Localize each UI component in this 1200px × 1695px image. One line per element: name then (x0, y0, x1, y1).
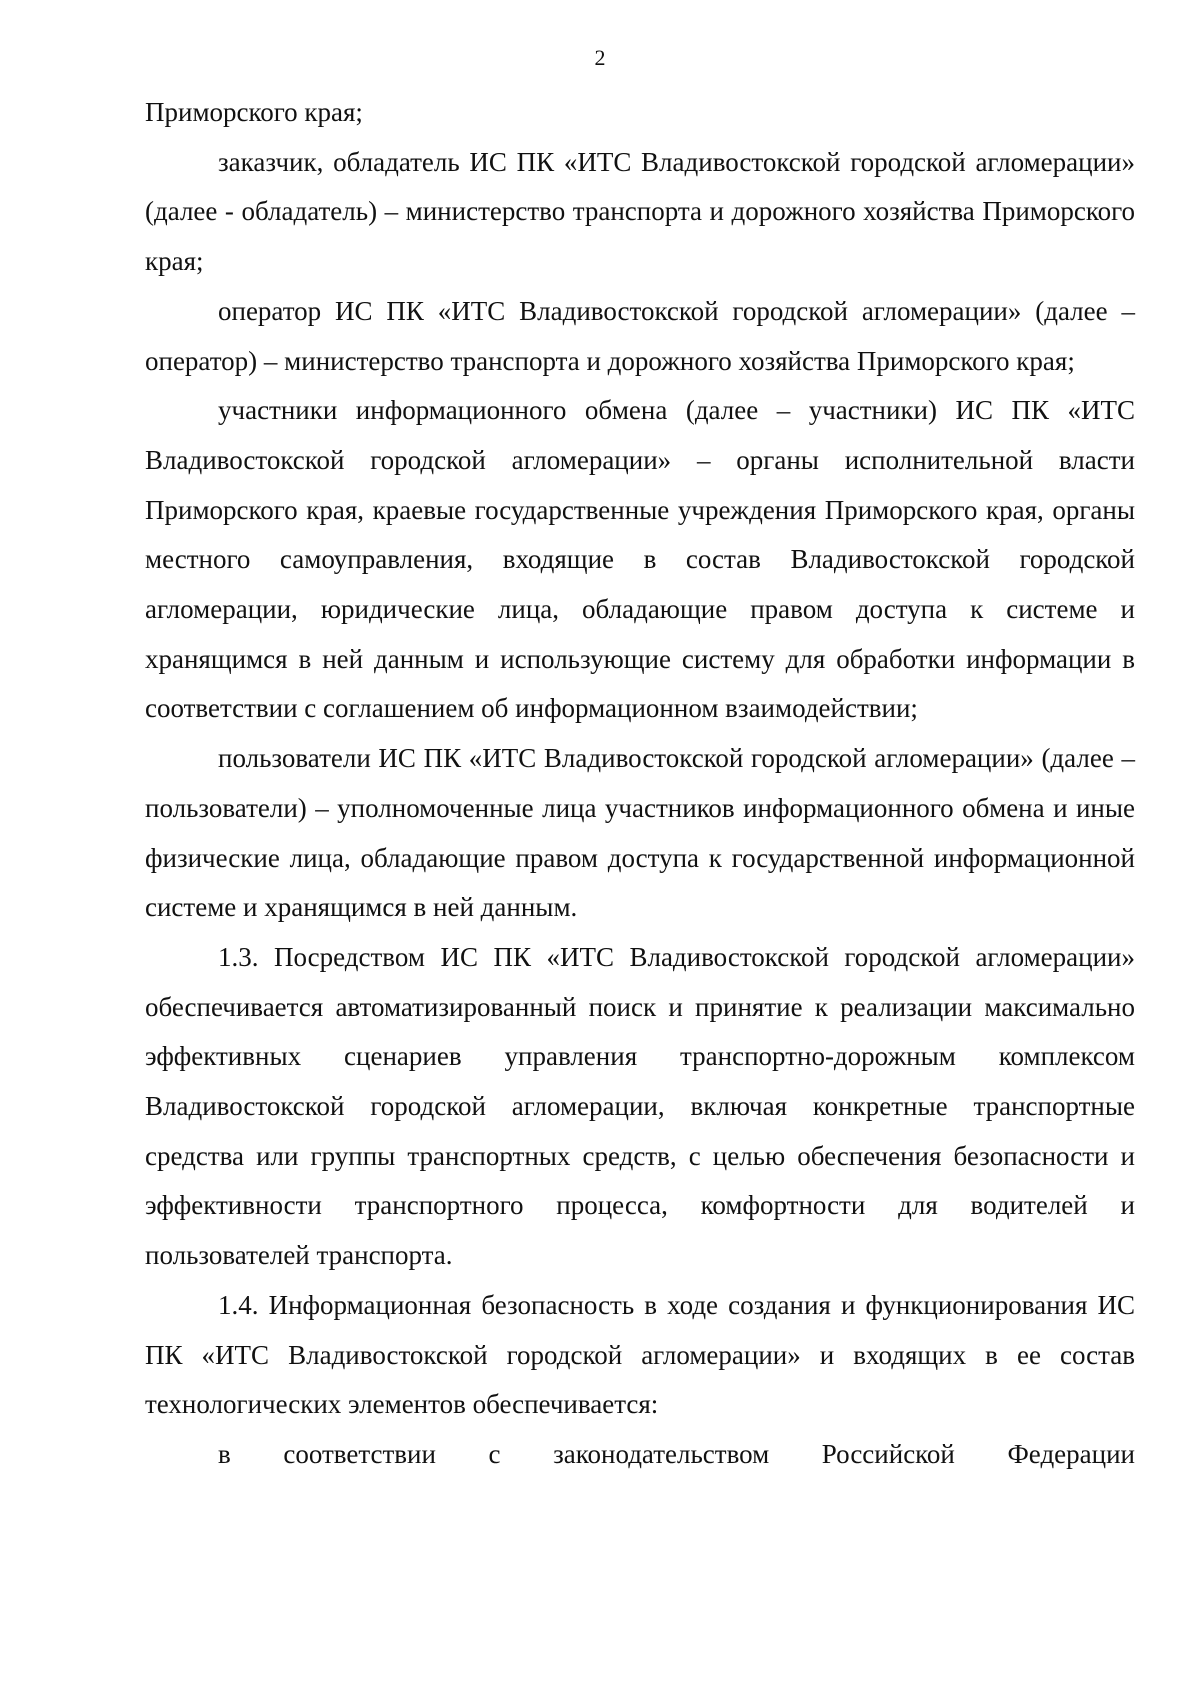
paragraph-participants-definition: участники информационного обмена (далее – участники) ИС ПК «ИТС Владивостокской городской агломерации» – органы исполнительной власти Приморского края, краевые государственные учреждения Приморского края, органы местного самоуправления, входящие в состав Владивостокской городской агломерации, юридические лица, обладающие правом доступа к системе и хранящимся в ней данным и использующие систему для обработки информации в соответствии с соглашением об информационном взаимодействии; (145, 395, 1135, 724)
paragraph-customer-definition: заказчик, обладатель ИС ПК «ИТС Владивостокской городской агломерации» (далее - обладатель) – министерство транспорта и дорожного хозяйства Приморского края; (145, 146, 1135, 277)
document-body (145, 88, 1135, 1480)
paragraph-continuation: в соответствии с законодательством Российской Федерации (218, 1438, 1135, 1469)
paragraph-region-end: Приморского края; (145, 97, 363, 127)
paragraph-section-1-3: 1.3. Посредством ИС ПК «ИТС Владивостокской городской агломерации» обеспечивается автоматизированный поиск и принятие к реализации максимально эффективных сценариев управления транспортно-дорожным комплексом Владивостокской городской агломерации, включая конкретные транспортные средства или группы транспортных средств, с целью обеспечения безопасности и эффективности транспортного процесса, комфортности для водителей и пользователей транспорта. (145, 941, 1135, 1271)
page-number: 2 (594, 45, 606, 70)
paragraph-users-definition: пользователи ИС ПК «ИТС Владивостокской городской агломерации» (далее – пользователи) – уполномоченные лица участников информационного обмена и иные физические лица, обладающие правом доступа к государственной информационной системе и хранящимся в ней данным. (145, 743, 1135, 923)
paragraph-operator-definition: оператор ИС ПК «ИТС Владивостокской городской агломерации» (далее – оператор) – министерство транспорта и дорожного хозяйства Приморского края; (145, 295, 1135, 376)
paragraph-section-1-4: 1.4. Информационная безопасность в ходе создания и функционирования ИС ПК «ИТС Владивостокской городской агломерации» и входящих в ее состав технологических элементов обеспечивается: (145, 1289, 1135, 1420)
